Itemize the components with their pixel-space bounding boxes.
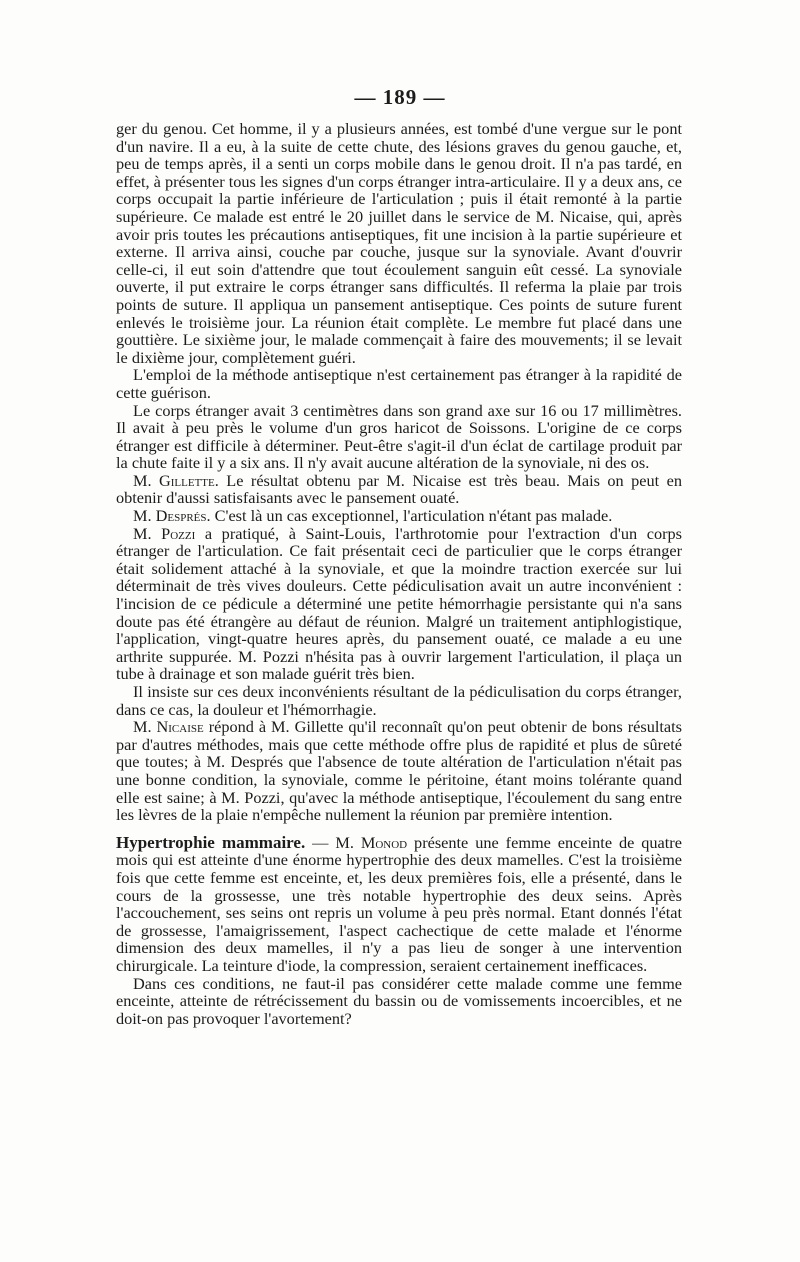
speaker-name: M. Gillette. (133, 470, 219, 490)
speaker-name: Monod (360, 832, 408, 852)
paragraph-text: présente une femme enceinte de quatre mois qui est atteinte d'une énorme hypertrophie des deux mamelles. C'est la troisième fois que cette femme est enceinte, et, les deux premières fois, elle a présenté, dans le cours de la grossesse, une très notable hypertrophie des deux seins. Après l'accouchement, ses seins ont repris un volume à peu près normal. Etant donnés l'état de grossesse, l'amaigrissement, l'aspect cachectique de cette malade et l'énorme dimension des deux mamelles, il n'y a pas lieu de songer à une intervention chirurgicale. La teinture d'iode, la compression, seraient certainement inefficaces. (116, 832, 682, 975)
paragraph-text: C'est là un cas exceptionnel, l'articulation n'étant pas malade. (214, 506, 613, 526)
speaker-name: M. Pozzi (133, 523, 196, 543)
speaker-name: M. Després. (133, 506, 211, 526)
section-heading: Hypertrophie mammaire. (116, 832, 306, 852)
paragraph-text: Le résultat obtenu par M. Nicaise est très beau. Mais on peut en obtenir d'aussi satisfaisants avec le pansement ouaté. (116, 470, 682, 508)
page-number: — 189 — (354, 85, 446, 109)
body-text (116, 120, 682, 1027)
paragraph-antiseptic: L'emploi de la méthode antiseptique n'est certainement pas étranger à la rapidité de cette guérison. (116, 365, 682, 402)
paragraph-despres (116, 507, 682, 525)
heading-dash: — M. (312, 832, 354, 852)
paragraph-text: a pratiqué, à Saint-Louis, l'arthrotomie pour l'extraction d'un corps étranger de l'articulation. Ce fait présentait ceci de particulier que le corps étranger était solidement attaché à la synoviale, et que la moindre traction exercée sur lui déterminait de très vives douleurs. Cette pédiculisation avait un autre inconvénient : l'incision de ce pédicule a déterminé une petite hémorrhagie persistante qui n'a sans doute pas été étrangère au défaut de réunion. Malgré un traitement antiphlogistique, l'application, vingt-quatre heures après, du pansement ouaté, ce malade a eu une arthrite suppurée. M. Pozzi n'hésita pas à ouvrir largement l'articulation, il plaça un tube à drainage et son malade guérit très bien. (116, 523, 682, 684)
paragraph-pozzi (116, 525, 682, 683)
paragraph-question: Dans ces conditions, ne faut-il pas considérer cette malade comme une femme enceinte, atteinte de rétrécissement du bassin ou de vomissements incoercibles, et ne doit-on pas provoquer l'avortement? (116, 973, 682, 1028)
paragraph-case-report: ger du genou. Cet homme, il y a plusieurs années, est tombé d'une vergue sur le pont d'un navire. Il a eu, à la suite de cette chute, des lésions graves du genou gauche, et, peu de temps après, il a senti un corps mobile dans le genou droit. Il n'a pas tardé, en effet, à présenter tous les signes d'un corps étranger intra-articulaire. Il y a deux ans, ce corps occupait la partie inférieure de l'articulation ; puis il était remonté à la partie supérieure. Ce malade est entré le 20 juillet dans le service de M. Nicaise, qui, après avoir pris toutes les précautions antiseptiques, fit une incision à la partie supérieure et externe. Il arriva ainsi, couche par couche, jusque sur la synoviale. Avant d'ouvrir celle-ci, il eut soin d'attendre que tout écoulement sanguin eût cessé. La synoviale ouverte, il put extraire le corps étranger sans difficultés. Il referma la plaie par trois points de suture. Il appliqua un pansement antiseptique. Ces points de suture furent enlevés le troisième jour. La réunion était complète. Le membre fut placé dans une gouttière. Le sixième jour, le malade commençait à faire des mouvements; il se levait le dixième jour, complètement guéri. (116, 119, 682, 367)
paragraph-text: répond à M. Gillette qu'il reconnaît qu'on peut obtenir de bons résultats par d'autres méthodes, mais que cette méthode offre plus de rapidité et plus de sûreté que toutes; à M. Després que l'absence de toute altération de l'articulation n'était pas une bonne condition, la synoviale, comme le péritoine, étant moins tolérante quand elle est saine; à M. Pozzi, qu'avec la méthode antiseptique, l'écoulement du sang entre les lèvres de la plaie n'empêche nullement la réunion par première intention. (116, 717, 682, 825)
paragraph-pozzi-insists: Il insiste sur ces deux inconvénients résultant de la pédiculisation du corps étranger, dans ce cas, la douleur et l'hémorrhagie. (116, 682, 682, 719)
paragraph-nicaise (116, 718, 682, 824)
paragraph-foreign-body: Le corps étranger avait 3 centimètres dans son grand axe sur 16 ou 17 millimètres. Il avait à peu près le volume d'un gros haricot de Soissons. L'origine de ce corps étranger est difficile à déterminer. Peut-être s'agit-il d'un éclat de cartilage produit par la chute faite il y a six ans. Il n'y avait aucune altération de la synoviale, ni des os. (116, 400, 682, 473)
speaker-name: M. Nicaise (133, 717, 204, 737)
paragraph-gillette (116, 472, 682, 507)
paragraph-hypertrophy (116, 834, 682, 975)
